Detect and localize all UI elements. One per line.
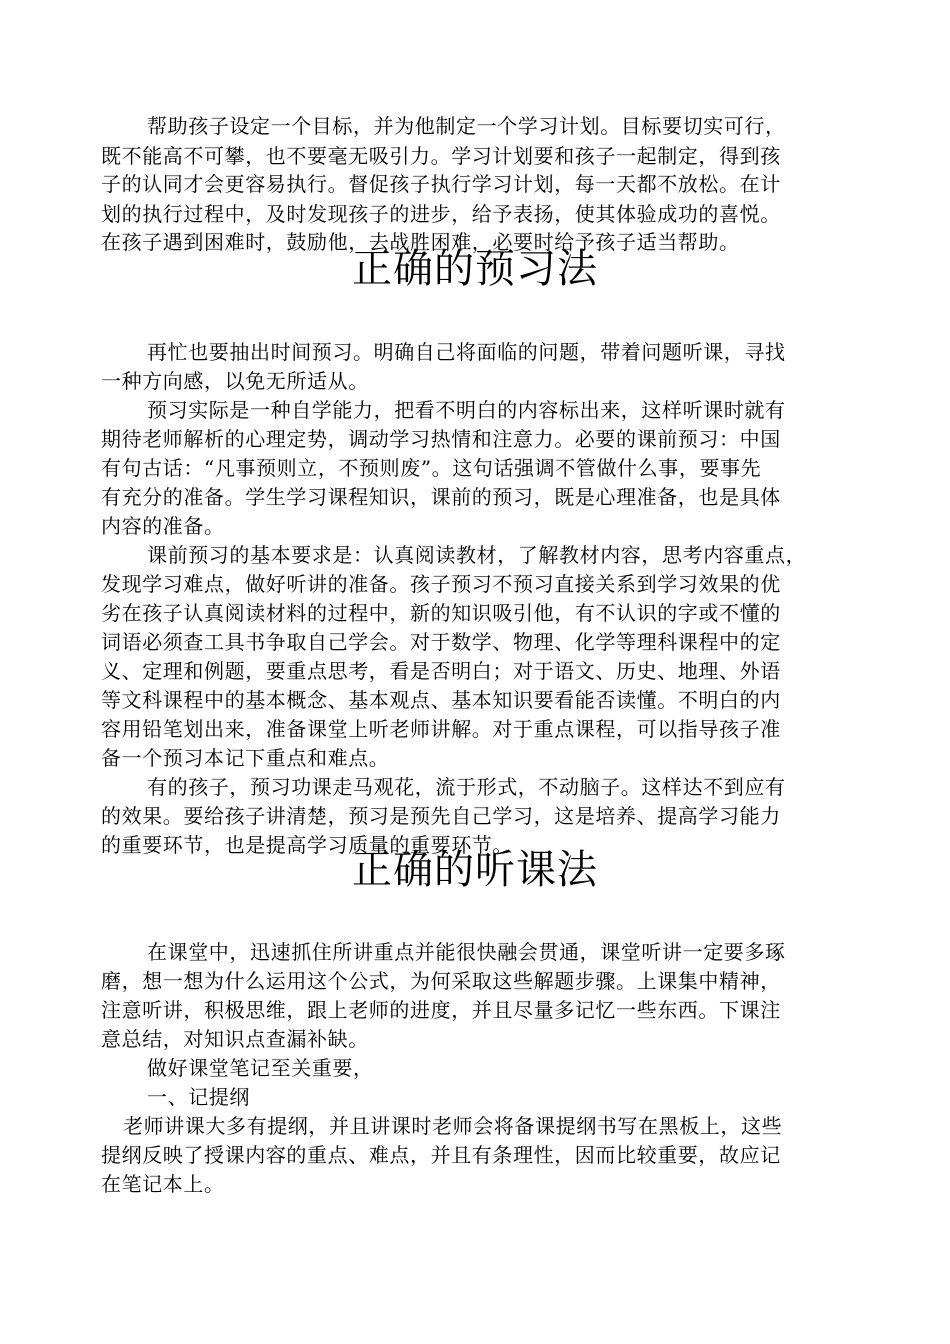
text-line: 在孩子遇到困难时，鼓励他，去战胜困难，必要时给予孩子适当帮助。: [101, 230, 740, 254]
text-line: 期待老师解析的心理定势，调动学习热情和注意力。必要的课前预习：中国: [101, 427, 781, 451]
text-line: 备一个预习本记下重点和难点。: [101, 746, 390, 770]
text-line: 在笔记本上。: [101, 1172, 225, 1196]
text-line: 再忙也要抽出时间预习。明确自己将面临的问题，带着问题听课，寻找: [147, 340, 786, 364]
text-line: 有的孩子，预习功课走马观花，流于形式，不动脑子。这样达不到应有: [147, 775, 786, 799]
text-line: 老师讲课大多有提纲，并且讲课时老师会将备课提纲书写在黑板上，这些: [123, 1114, 783, 1138]
text-line: 预习实际是一种自学能力，把看不明白的内容标出来，这样听课时就有: [147, 398, 786, 422]
text-line: 课前预习的基本要求是：认真阅读教材，了解教材内容，思考内容重点，: [147, 543, 807, 567]
text-line: 做好课堂笔记至关重要，: [147, 1056, 374, 1080]
text-line: 的效果。要给孩子讲清楚，预习是预先自己学习，这是培养、提高学习能力: [101, 804, 781, 828]
text-line: 提纲反映了授课内容的重点、难点，并且有条理性，因而比较重要，故应记: [101, 1143, 781, 1167]
text-line: 发现学习难点，做好听讲的准备。孩子预习不预习直接关系到学习效果的优: [101, 572, 781, 596]
text-line: 义、定理和例题，要重点思考，看是否明白；对于语文、历史、地理、外语: [101, 659, 781, 683]
text-line: 一种方向感，以免无所适从。: [101, 369, 369, 393]
section-heading-preview: 正确的预习法: [352, 246, 598, 292]
text-line: 帮助孩子设定一个目标，并为他制定一个学习计划。目标要切实可行，: [147, 114, 786, 138]
text-line: 劣在孩子认真阅读材料的过程中，新的知识吸引他，有不认识的字或不懂的: [101, 601, 781, 625]
text-line: 容用铅笔划出来，准备课堂上听老师讲解。对于重点课程，可以指导孩子准: [101, 717, 781, 741]
text-line: 意总结，对知识点查漏补缺。: [101, 1027, 369, 1051]
text-line: 子的认同才会更容易执行。督促孩子执行学习计划，每一天都不放松。在计: [101, 172, 781, 196]
text-line: 内容的准备。: [101, 514, 225, 538]
section-heading-listening: 正确的听课法: [352, 847, 598, 893]
text-line: 的重要环节，也是提高学习质量的重要环节。: [101, 833, 513, 857]
text-line: 既不能高不可攀，也不要毫无吸引力。学习计划要和孩子一起制定，得到孩: [101, 144, 781, 168]
text-line: 词语必须查工具书争取自己学会。对于数学、物理、化学等理科课程中的定: [101, 630, 781, 654]
text-line: 在课堂中，迅速抓住所讲重点并能很快融会贯通，课堂听讲一定要多琢: [147, 940, 786, 964]
text-line: 有充分的准备。学生学习课程知识，课前的预习，既是心理准备，也是具体: [101, 485, 781, 509]
list-heading: 一、记提纲: [147, 1085, 250, 1109]
text-line: 有句古话：“凡事预则立，不预则废”。这句话强调不管做什么事，要事先: [101, 456, 762, 480]
text-line: 等文科课程中的基本概念、基本观点、基本知识要看能否读懂。不明白的内: [101, 688, 781, 712]
text-line: 注意听讲，积极思维，跟上老师的进度，并且尽量多记忆一些东西。下课注: [101, 998, 781, 1022]
text-line: 磨，想一想为什么运用这个公式，为何采取这些解题步骤。上课集中精神，: [101, 969, 781, 993]
text-line: 划的执行过程中，及时发现孩子的进步，给予表扬，使其体验成功的喜悦。: [101, 202, 781, 226]
